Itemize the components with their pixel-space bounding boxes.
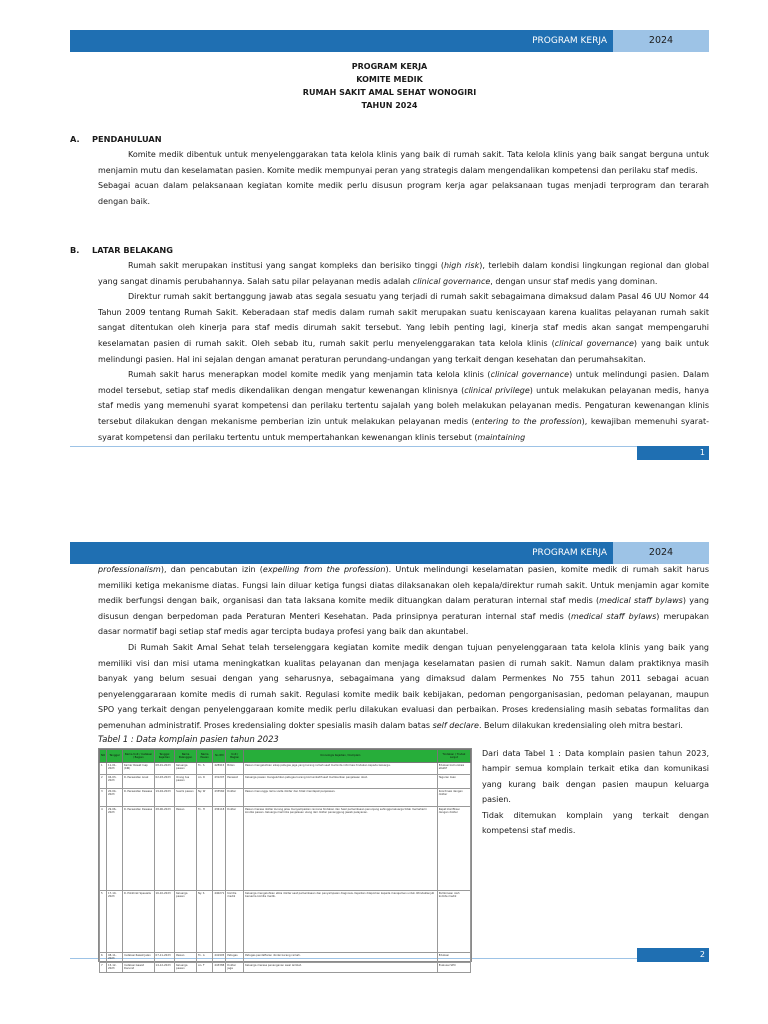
table-cell: Pembinaan oleh komite medik	[437, 891, 470, 953]
table-cell: 2	[100, 775, 107, 789]
table-cell: Komite medik	[226, 891, 244, 953]
table-header-cell: Kronologis Kejadian / Komplain	[244, 750, 438, 763]
doc-title-line-2: KOMITE MEDIK	[356, 75, 423, 84]
table-cell: R. Perawatan Anak	[123, 775, 155, 789]
paragraph: Tidak ditemukan komplain yang terkait dengan kompetensi staf medis.	[482, 810, 709, 836]
table-cell: Koordinasi dengan dokter	[437, 789, 470, 807]
table-cell: 7	[100, 963, 107, 973]
table-cell: Dokter	[226, 789, 244, 807]
table-row	[100, 789, 471, 807]
table-summary	[482, 746, 709, 838]
table-cell: R. Perawatan Dewasa	[123, 789, 155, 807]
table-cell: Dokter jaga	[226, 963, 244, 973]
table-cell: R. Poliklinik Spesialis	[123, 891, 155, 953]
table-cell: Tn. S	[196, 763, 212, 775]
table-header-cell: Nama Unit / Instalasi / Bagian	[123, 750, 155, 763]
table-cell: R. Perawatan Dewasa	[123, 807, 155, 891]
table-cell: Petugas pendaftaran dinilai kurang ramah.	[244, 953, 438, 963]
table-cell: 443388	[213, 963, 226, 973]
table-cell: Instalasi Rawat Jalan	[123, 953, 155, 963]
table-row	[100, 807, 471, 891]
table-cell: Rapat klarifikasi dengan dokter	[437, 807, 470, 891]
table-cell: Dokter	[226, 807, 244, 891]
header-label: PROGRAM KERJA	[532, 548, 607, 558]
table-cell: Ny. W	[196, 789, 212, 807]
footer-rule	[70, 446, 709, 447]
section-heading-a	[70, 134, 162, 144]
table-row	[100, 963, 471, 973]
page-number: 2	[637, 948, 709, 962]
complaint-table	[98, 748, 472, 970]
table-row	[100, 891, 471, 953]
table-header-cell: NO	[100, 750, 107, 763]
latar-body-page2	[98, 562, 709, 734]
table-cell: Edukasi komunikasi efektif	[437, 763, 470, 775]
section-title: LATAR BELAKANG	[92, 245, 173, 255]
table-cell: 3	[100, 789, 107, 807]
doc-title-line-3: RUMAH SAKIT AMAL SEHAT WONOGIRI	[302, 88, 477, 97]
table-cell: 17-10-2023	[106, 891, 122, 953]
document-page-1	[0, 0, 768, 478]
table-cell: 1	[100, 763, 107, 775]
table-cell: 02-03-2023	[154, 775, 175, 789]
table-header-cell: Nama Pelanggan	[175, 750, 197, 763]
table-cell: 11-01-2023	[106, 763, 122, 775]
table-cell: Keluarga pasien	[175, 963, 197, 973]
table-cell: Perawat	[226, 775, 244, 789]
table-header-cell: Tanggal Kejadian	[154, 750, 175, 763]
paragraph: Dari data Tabel 1 : Data komplain pasien tahun 2023, hampir semua komplain terkait etika dan komunikasi yang kurang baik dengan pasien maupun keluarga pasien.	[482, 749, 709, 805]
paragraph: professionalism), dan pencabutan izin (expelling from the profession). Untuk melindungi keselamatan pasien, komite medik di rumah sakit harus memiliki ketiga mekanisme diatas. Fungsi lain diluar ketiga fungsi diatas dilaksanakan oleh kepala/direktur rumah sakit. Untuk menjamin agar komite medik berfungsi dengan baik, organisasi dan tata laksana komite medik dituangkan dalam peraturan internal staf medis (medical staff bylaws) yang disusun dengan berpedoman pada Peraturan Menteri Kesehatan. Pada prinsipnya peraturan internal staf medis (medical staff bylaws) merupakan dasar normatif bagi setiap staf medis agar tercipta budaya profesi yang baik dan akuntabel.	[98, 565, 710, 637]
table-cell: An. R	[196, 775, 212, 789]
table-cell: 440271	[213, 891, 226, 953]
table-cell: 28-06-2023	[154, 807, 175, 891]
table-cell: Ny. S	[196, 891, 212, 953]
table-cell: 15-12-2023	[106, 963, 122, 973]
page-gap	[0, 478, 768, 512]
table-cell: Tn. A	[196, 953, 212, 963]
table-cell: Edukasi	[437, 953, 470, 963]
section-title: PENDAHULUAN	[92, 134, 162, 144]
table-cell: Evaluasi SPO	[437, 963, 470, 973]
table-cell: 5	[100, 891, 107, 953]
section-number: B.	[70, 245, 80, 255]
table-cell: Suami pasien	[175, 789, 197, 807]
table-cell: Keluarga mengeluhkan etika dokter saat pemeriksaan dan penyampaian diagnosis. Kejadian dilaporkan kepada manajemen untuk ditindaklanjuti bersama komite medik.	[244, 891, 438, 953]
table-cell: 436118	[213, 807, 226, 891]
page-header	[70, 30, 709, 52]
table-cell: 14-12-2023	[154, 963, 175, 973]
page-header	[70, 542, 709, 564]
table-header-cell: Unit / Bagian	[226, 750, 244, 763]
table-header-row	[100, 750, 471, 763]
section-number: A.	[70, 134, 80, 144]
table-cell: 431207	[213, 775, 226, 789]
table-cell: 433560	[213, 789, 226, 807]
table-cell: Bidan	[226, 763, 244, 775]
table-cell: Pasien mengeluhkan sikap petugas jaga yang kurang ramah saat meminta informasi tindakan kepada keluarga.	[244, 763, 438, 775]
table-row	[100, 763, 471, 775]
section-heading-b	[70, 245, 173, 255]
table-cell: 07-11-2023	[154, 953, 175, 963]
table-cell: Pasien menunggu lama visite dokter dan tidak mendapat penjelasan.	[244, 789, 438, 807]
latar-body-page1	[98, 258, 709, 445]
table-cell: Instalasi Gawat Darurat	[123, 963, 155, 973]
table-body	[100, 763, 471, 973]
table-cell: 04-03-2023	[106, 775, 122, 789]
table-cell: An. F	[196, 963, 212, 973]
table-cell: Keluarga pasien	[175, 891, 197, 953]
table-cell: 428915	[213, 763, 226, 775]
doc-title-line-4: TAHUN 2024	[361, 101, 418, 110]
table-cell: Petugas	[226, 953, 244, 963]
header-year: 2024	[613, 542, 709, 564]
table-header-cell: Tanggal	[106, 750, 122, 763]
table-row	[100, 953, 471, 963]
table-header-cell: No RM	[213, 750, 226, 763]
table-cell: Keluarga pasien mengeluhkan petugas kurang komunikatif saat memberikan penjelasan obat.	[244, 775, 438, 789]
table-cell: 08-11-2023	[106, 953, 122, 963]
doc-title-line-1: PROGRAM KERJA	[351, 62, 428, 71]
paragraph: Komite medik dibentuk untuk menyelenggarakan tata kelola klinis yang baik di rumah sakit. Tata kelola klinis yang baik sangat berguna untuk menjamin mutu dan keselamatan pasien. Komite medik mempunyai peran yang strategis dalam mengendalikan kompetensi dan perilaku staf medis.	[98, 150, 709, 175]
table-cell: 4	[100, 807, 107, 891]
table-cell: 08-01-2023	[154, 763, 175, 775]
page-number: 1	[637, 446, 709, 460]
header-label: PROGRAM KERJA	[532, 36, 607, 46]
table-cell: Pasien	[175, 953, 197, 963]
table-cell: Teguran lisan	[437, 775, 470, 789]
table-cell: Keluarga pasien	[175, 763, 197, 775]
table-cell: 19-04-2023	[154, 789, 175, 807]
table-cell: 6	[100, 953, 107, 963]
table-cell: Keluarga merasa penanganan awal lambat.	[244, 963, 438, 973]
table-cell: Kamar Rawat Inap (KRI)	[123, 763, 155, 775]
table-cell: 29-06-2023	[106, 807, 122, 891]
table-cell: 20-04-2023	[106, 789, 122, 807]
table-cell: Pasien merasa dokter kurang jelas menyampaikan rencana tindakan dan hasil pemeriksaan penunjang sehingga keluarga tidak memahami kondisi pasien. Keluarga meminta penjelasan ulang dari dokter penanggung jawab pelayanan.	[244, 807, 438, 891]
paragraph: Rumah sakit harus menerapkan model komite medik yang menjamin tata kelola klinis (clinical governance) untuk melindungi pasien. Dalam model tersebut, setiap staf medis dikendalikan dengan mengatur kewenangan klinisnya (clinical privilege) untuk melakukan pelayanan medis, hanya staf medis yang memenuhi syarat kompetensi dan perilaku tertentu sajalah yang boleh melakukan pelayanan medis. Pengaturan kewenangan klinis tersebut dilakukan dengan mekanisme pemberian izin untuk melakukan pelayanan medis (entering to the profession), kewajiban memenuhi syarat-syarat kompetensi dan perilaku tertentu untuk mempertahankan kewenangan klinis tersebut (maintaining	[98, 370, 710, 442]
table-row	[100, 775, 471, 789]
table-cell: Pasien	[175, 807, 197, 891]
table-cell: Orang tua pasien	[175, 775, 197, 789]
table-cell: 441905	[213, 953, 226, 963]
table-header-cell: Tindakan / Tindak Lanjut	[437, 750, 470, 763]
table-cell: 16-10-2023	[154, 891, 175, 953]
paragraph: Direktur rumah sakit bertanggung jawab atas segala sesuatu yang terjadi di rumah sakit sebagaimana dimaksud dalam Pasal 46 UU Nomor 44 Tahun 2009 tentang Rumah Sakit. Keberadaan staf medis dalam rumah sakit merupakan suatu keniscayaan karena kualitas pelayanan rumah sakit sangat ditentukan oleh kinerja para staf medis dirumah sakit tersebut. Yang lebih penting lagi, kinerja staf medis akan sangat mempengaruhi keselamatan pasien di rumah sakit. Oleh sebab itu, rumah sakit perlu menyelenggarakan tata kelola klinis (clinical governance) yang baik untuk melindungi pasien. Hal ini sejalan dengan amanat peraturan perundang-undangan yang terkait dengan kesehatan dan perumahsakitan.	[98, 292, 710, 364]
paragraph: Rumah sakit merupakan institusi yang sangat kompleks dan berisiko tinggi (high risk), terlebih dalam kondisi lingkungan regional dan global yang sangat dinamis perubahannya. Salah satu pilar pelayanan medis adalah clinical governance, dengan unsur staf medis yang dominan.	[98, 261, 709, 286]
table-caption: Tabel 1 : Data komplain pasien tahun 2023	[98, 734, 279, 744]
header-year: 2024	[613, 30, 709, 52]
table-cell: Tn. H	[196, 807, 212, 891]
paragraph: Di Rumah Sakit Amal Sehat telah terselenggara kegiatan komite medik dengan tujuan penyelenggaraan tata kelola klinis yang baik yang memiliki visi dan misi utama meningkatkan kualitas pelayanan dan menjaga keselamatan pasien di rumah sakit. Namun dalam praktiknya masih banyak yang belum sesuai dengan yang seharusnya, sebagaimana yang dimaksud dalam Permenkes No 755 tahun 2011 sebagai acuan penyelenggararaan komite medis di rumah sakit. Regulasi komite medik baik kebijakan, pedoman pengorganisasian, pedoman pelayanan, maupun SPO yang terkait dengan penyelenggaraan komite medik perlu dilakukan evaluasi dan perbaikan. Proses kredensialing masih sebatas formalitas dan pemenuhan administratif. Proses kredensialing dokter spesialis masih dalam batas self declare. Belum dilakukan kredensialing oleh mitra bestari.	[98, 642, 709, 730]
pendahuluan-body	[98, 147, 709, 209]
table-header-cell: Nama Pasien	[196, 750, 212, 763]
paragraph: Sebagai acuan dalam pelaksanaan kegiatan komite medik perlu disusun program kerja agar pelaksanaan tugas menjadi terprogram dan terarah dengan baik.	[98, 181, 709, 206]
